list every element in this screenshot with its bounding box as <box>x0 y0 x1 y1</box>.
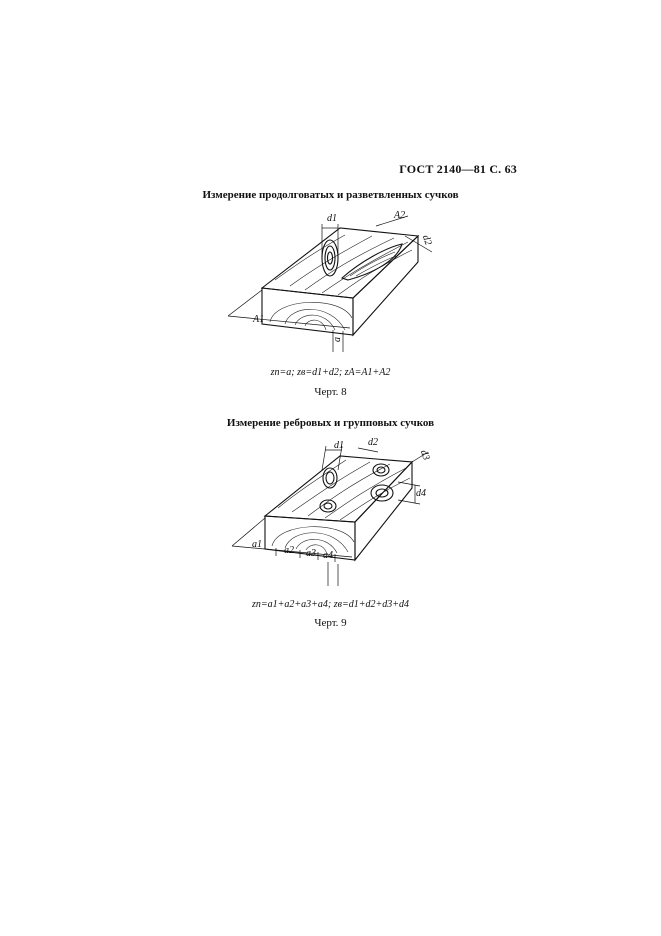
label-a3: a3 <box>306 548 316 559</box>
dim-d2 <box>358 437 378 452</box>
label-A1: A1 <box>253 314 265 325</box>
dim-a5 <box>328 562 338 586</box>
label-d1: d1 <box>327 213 337 224</box>
figure9-title: Измерение ребровых и групповых сучков <box>226 417 435 429</box>
knot-center <box>320 500 336 512</box>
dim-d3 <box>412 449 432 462</box>
label-a: a <box>332 337 343 342</box>
label-d1: d1 <box>334 440 344 451</box>
label-d4: d4 <box>416 488 426 499</box>
label-d2: d2 <box>419 233 434 247</box>
knot-top-right <box>373 464 389 476</box>
label-A2: A2 <box>394 210 406 221</box>
figure8-title: Измерение продолговатых и разветвленных сучков <box>202 189 459 201</box>
label-d3: d3 <box>417 448 432 462</box>
figure9-caption: Черт. 9 <box>314 617 347 629</box>
page-header: ГОСТ 2140—81 С. 63 <box>399 162 517 176</box>
dim-d1 <box>322 440 344 470</box>
label-d2: d2 <box>368 437 378 448</box>
figure8-formula: zп=a; zв=d1+d2; zA=A1+A2 <box>270 367 391 378</box>
figure8-caption: Черт. 8 <box>314 386 347 398</box>
knot-top-left <box>323 468 337 488</box>
label-a1: a1 <box>252 539 262 550</box>
label-a2: a2 <box>284 545 294 556</box>
label-a4: a4 <box>323 550 333 561</box>
figure9-formula: zп=a1+a2+a3+a4; zв=d1+d2+d3+d4 <box>252 599 409 610</box>
dim-a <box>232 518 352 562</box>
